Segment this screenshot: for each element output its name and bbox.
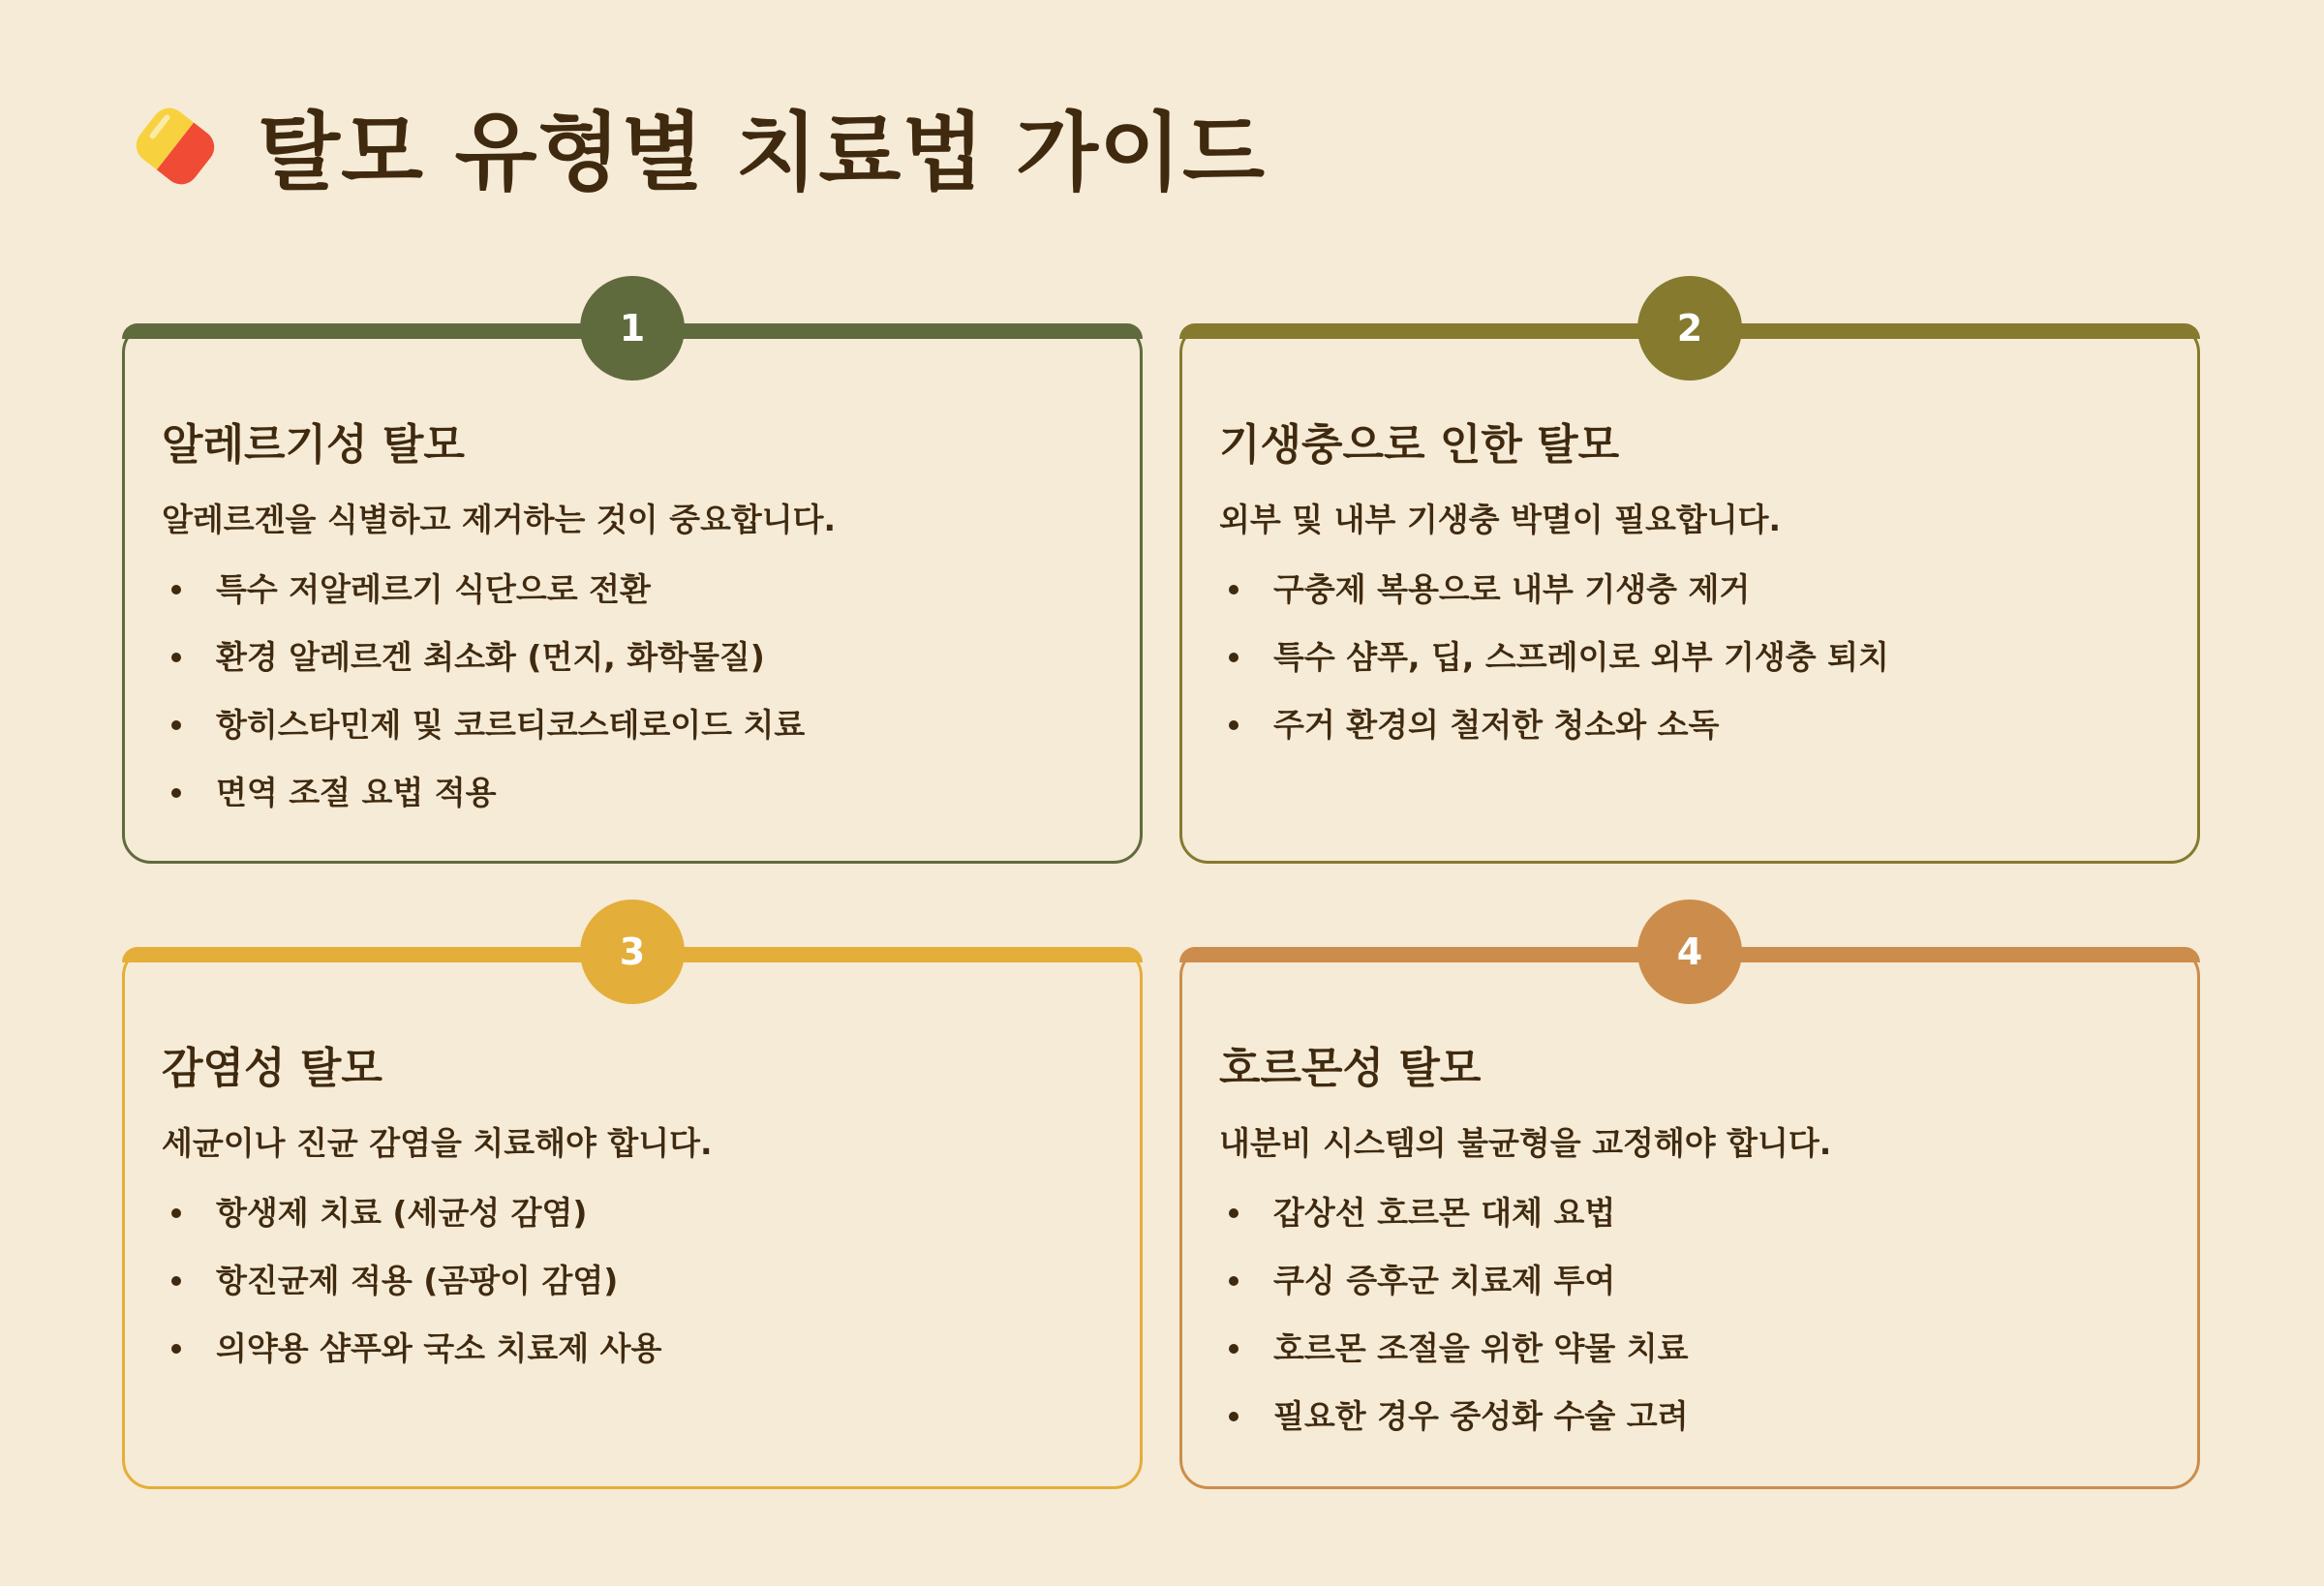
list-item [1219, 1257, 2160, 1325]
card-number-badge: 3 [580, 900, 685, 1004]
list-item [162, 565, 1103, 633]
list-item [162, 633, 1103, 701]
treatment-list [1219, 565, 2160, 769]
list-item-text: 항생제 치료 (세균성 감염) [216, 1194, 588, 1232]
list-item [162, 1257, 1103, 1325]
card-title: 알레르기성 탈모 [162, 420, 465, 470]
bullet-icon [171, 1208, 181, 1218]
bullet-icon [1229, 720, 1238, 730]
card-number-badge: 2 [1637, 276, 1742, 381]
card-description: 내분비 시스템의 불균형을 교정해야 합니다. [1219, 1124, 1832, 1162]
card-title: 기생충으로 인한 탈모 [1219, 420, 1620, 470]
list-item [1219, 565, 2160, 633]
list-item [1219, 1189, 2160, 1257]
card-description: 외부 및 내부 기생충 박멸이 필요합니다. [1219, 501, 1782, 538]
card-title: 호르몬성 탈모 [1219, 1044, 1482, 1093]
list-item-text: 의약용 샴푸와 국소 치료제 사용 [216, 1329, 662, 1367]
list-item [162, 1189, 1103, 1257]
bullet-icon [171, 653, 181, 662]
pill-icon [122, 93, 229, 199]
list-item [1219, 1392, 2160, 1460]
card-description: 세균이나 진균 감염을 치료해야 합니다. [162, 1124, 713, 1162]
list-item-text: 특수 저알레르기 식단으로 전환 [216, 570, 651, 608]
bullet-icon [1229, 1276, 1238, 1286]
list-item-text: 구충제 복용으로 내부 기생충 제거 [1273, 570, 1751, 608]
bullet-icon [1229, 1344, 1238, 1354]
page-header [122, 93, 1266, 202]
list-item [162, 769, 1103, 837]
treatment-card-infectious [122, 930, 1143, 1489]
bullet-icon [171, 720, 181, 730]
list-item-text: 환경 알레르겐 최소화 (먼지, 화학물질) [216, 638, 765, 676]
card-description: 알레르겐을 식별하고 제거하는 것이 중요합니다. [162, 501, 837, 538]
list-item-text: 항히스타민제 및 코르티코스테로이드 치료 [216, 706, 806, 744]
treatment-card-parasitic [1179, 307, 2200, 864]
list-item-text: 쿠싱 증후군 치료제 투여 [1273, 1262, 1616, 1299]
list-item-text: 주거 환경의 철저한 청소와 소독 [1273, 706, 1720, 744]
bullet-icon [1229, 585, 1238, 595]
bullet-icon [1229, 1208, 1238, 1218]
bullet-icon [171, 1344, 181, 1354]
treatment-card-hormonal [1179, 930, 2200, 1489]
card-number-badge: 4 [1637, 900, 1742, 1004]
card-number-badge: 1 [580, 276, 685, 381]
treatment-list [162, 565, 1103, 837]
treatment-list [1219, 1189, 2160, 1460]
list-item [1219, 1325, 2160, 1392]
bullet-icon [171, 585, 181, 595]
list-item-text: 필요한 경우 중성화 수술 고려 [1273, 1397, 1689, 1435]
bullet-icon [1229, 1412, 1238, 1421]
card-title: 감염성 탈모 [162, 1044, 382, 1093]
page-title: 탈모 유형별 치료법 가이드 [258, 103, 1266, 202]
list-item-text: 호르몬 조절을 위한 약물 치료 [1273, 1329, 1689, 1367]
treatment-list [162, 1189, 1103, 1392]
list-item-text: 갑상선 호르몬 대체 요법 [1273, 1194, 1616, 1232]
list-item [162, 701, 1103, 769]
list-item-text: 면역 조절 요법 적용 [216, 774, 497, 811]
list-item [1219, 701, 2160, 769]
list-item [162, 1325, 1103, 1392]
list-item-text: 특수 샴푸, 딥, 스프레이로 외부 기생충 퇴치 [1273, 638, 1889, 676]
treatment-card-allergic [122, 307, 1143, 864]
bullet-icon [1229, 653, 1238, 662]
bullet-icon [171, 1276, 181, 1286]
list-item [1219, 633, 2160, 701]
bullet-icon [171, 788, 181, 798]
list-item-text: 항진균제 적용 (곰팡이 감염) [216, 1262, 619, 1299]
